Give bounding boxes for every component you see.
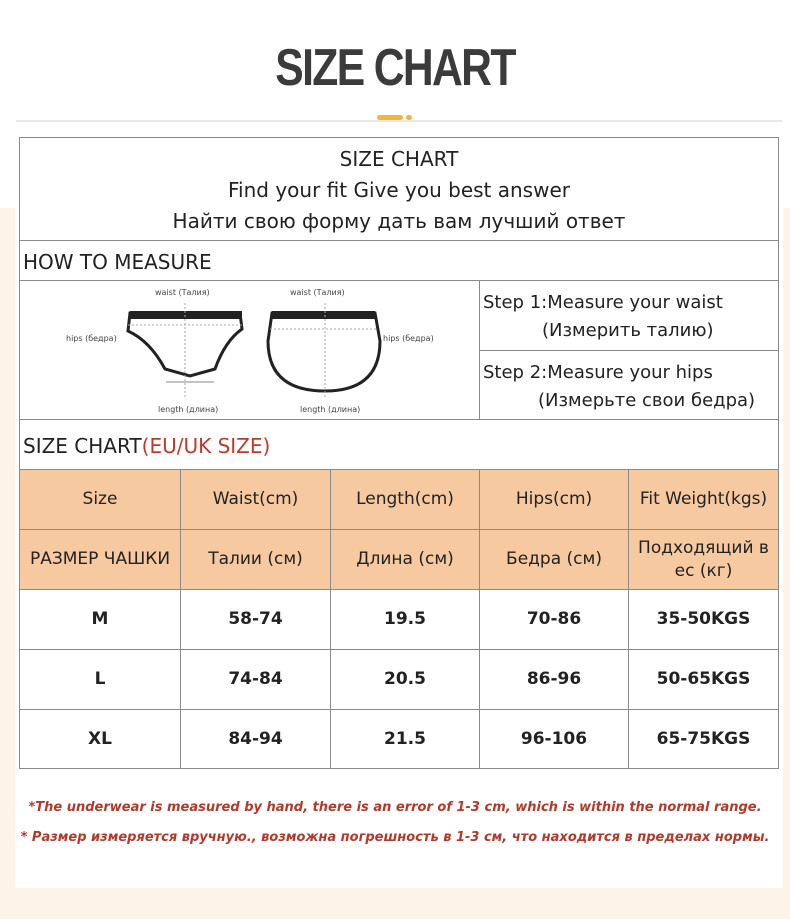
weight-cell: 50-65KGS [656, 669, 751, 690]
page-title: SIZE CHART [275, 39, 515, 97]
how-to-measure-label: HOW TO MEASURE [23, 250, 212, 274]
waist-cell: 74-84 [228, 669, 283, 690]
divider-line [20, 419, 778, 420]
waist-label-left: waist (Талия) [155, 288, 210, 297]
step2-text: Step 2:Measure your hips [483, 362, 713, 383]
title-accent [377, 115, 403, 120]
header-cell: Подходящий в ес (кг) [629, 530, 778, 589]
waist-cell: 58-74 [228, 609, 283, 630]
weight-cell: 65-75KGS [656, 728, 751, 749]
step1-translation: (Измерить талию) [542, 320, 714, 341]
length-cell: 20.5 [384, 669, 426, 690]
header-cell: Length(cm) [331, 470, 479, 529]
measurement-note-en: *The underwear is measured by hand, there is an error of 1-3 cm, which is within the normal range. [28, 800, 762, 815]
chart-heading: SIZE CHART [339, 147, 459, 171]
chart-subheading-ru: Найти свою форму дать вам лучший ответ [172, 209, 626, 233]
divider-line [479, 470, 480, 768]
step1-text: Step 1:Measure your waist [483, 292, 723, 313]
divider-line [180, 470, 181, 768]
hips-label-right: hips (бедра) [383, 334, 434, 343]
divider-line [20, 240, 778, 241]
header-cell: РАЗМЕР ЧАШКИ [20, 530, 180, 589]
weight-cell: 35-50KGS [656, 609, 751, 630]
measure-diagram [20, 281, 479, 419]
length-cell: 19.5 [384, 609, 426, 630]
hips-label-left: hips (бедра) [66, 334, 117, 343]
header-cell: Бедра (см) [480, 530, 628, 589]
divider-line [330, 470, 331, 768]
size-chart-label-main: SIZE CHART [23, 434, 142, 458]
measurement-note-ru: * Размер измеряется вручную., возможна погрешность в 1-3 см, что находится в пределах нормы. [20, 830, 770, 845]
hips-cell: 96-106 [520, 728, 588, 749]
size-chart-label-suffix: (EU/UK SIZE) [141, 434, 271, 458]
hips-cell: 86-96 [526, 669, 582, 690]
step2-translation: (Измерьте свои бедра) [538, 390, 756, 411]
underwear-diagram-icon [20, 281, 479, 419]
title-accent-dot [406, 115, 412, 120]
size-chart-label [23, 434, 270, 458]
size-cell: L [94, 669, 106, 690]
header-cell: Fit Weight(kgs) [629, 470, 778, 529]
divider-line [480, 350, 778, 351]
header-cell: Hips(cm) [480, 470, 628, 529]
header-cell: Waist(cm) [181, 470, 330, 529]
title-divider [16, 120, 782, 122]
length-label-right: length (длина) [300, 405, 361, 414]
header-cell: Длина (см) [331, 530, 479, 589]
chart-subheading-en: Find your fit Give you best answer [228, 178, 570, 202]
header-cell: Size [20, 470, 180, 529]
waist-cell: 84-94 [228, 728, 283, 749]
waist-label-right: waist (Талия) [290, 288, 345, 297]
size-cell: XL [88, 728, 112, 749]
header-cell: Талии (см) [181, 530, 330, 589]
length-label-left: length (длина) [158, 405, 219, 414]
size-cell: M [91, 609, 109, 630]
length-cell: 21.5 [384, 728, 426, 749]
divider-line [628, 470, 629, 768]
hips-cell: 70-86 [526, 609, 582, 630]
